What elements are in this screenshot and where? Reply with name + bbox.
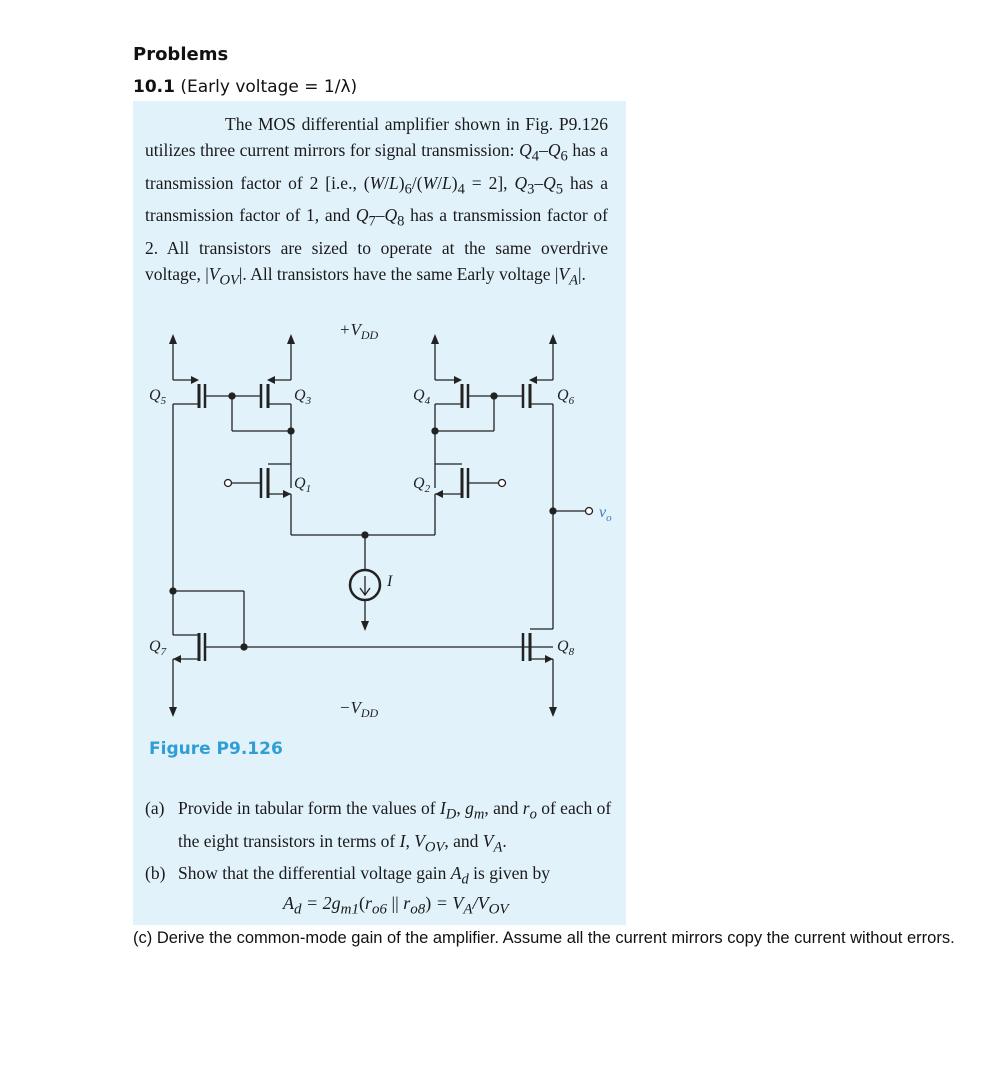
q5-label: $Q_5$ <box>149 387 167 407</box>
q2-label: $Q_2$ <box>413 475 431 495</box>
figure-caption: Figure P9.126 <box>149 739 283 759</box>
q8-label: $Q_8$ <box>557 638 575 658</box>
problem-parts <box>145 795 620 893</box>
q6-label: $Q_6$ <box>557 387 575 407</box>
part-c-text: (c) Derive the common-mode gain of the amplifier. Assume all the current mirrors copy the current without errors. <box>133 929 955 947</box>
problem-panel <box>133 101 626 925</box>
vdd-neg-label: $-V_{DD}$ <box>339 698 379 720</box>
q4-label: $Q_4$ <box>413 387 431 407</box>
part-a-text: Provide in tabular form the values of $I_D$, $g_m$, and $r_o$ of each of the eight transistors in terms of I, $V_{OV}$, and $V_A$. <box>178 798 612 855</box>
part-b-text: Show that the differential voltage gain $A_d$ is given by <box>178 863 550 888</box>
current-label: I <box>387 573 393 590</box>
q7-label: $Q_7$ <box>149 638 167 658</box>
q3-label: $Q_3$ <box>294 387 312 407</box>
part-b-label: (b) <box>145 863 166 883</box>
part-a-label: (a) <box>145 798 165 818</box>
part-b <box>145 860 620 893</box>
q1-label: $Q_1$ <box>294 475 312 495</box>
vdd-pos-label: $+V_{DD}$ <box>339 320 379 342</box>
intro-paragraph: The MOS differential amplifier shown in Fig. P9.126 utilizes three current mirrors for signal transmission: $Q_4-Q_6$ has a transmission factor of 2 [i.e., $(W/L)_6/(W/L)_4 = 2$], $Q_3-Q_5$ has a transmission factor of 1, and $Q_7-Q_8$ has a transmission factor of 2. All transistors are sized to operate at the same overdrive voltage, $|V_{OV}|$. All transistors have the same Early voltage $|V_A|$. <box>145 114 609 288</box>
vo-label: $v_o$ <box>599 504 612 524</box>
problem-number: 10.1 <box>133 77 175 97</box>
gain-equation: $A_d = 2g_{m1}(r_{o6}$ || $r_{o8}) = V_A/V_{OV}$ <box>283 893 509 918</box>
problem-line <box>133 77 357 97</box>
section-heading: Problems <box>133 44 229 65</box>
part-a <box>145 795 620 860</box>
problem-subtitle: (Early voltage = 1/λ) <box>180 77 358 97</box>
